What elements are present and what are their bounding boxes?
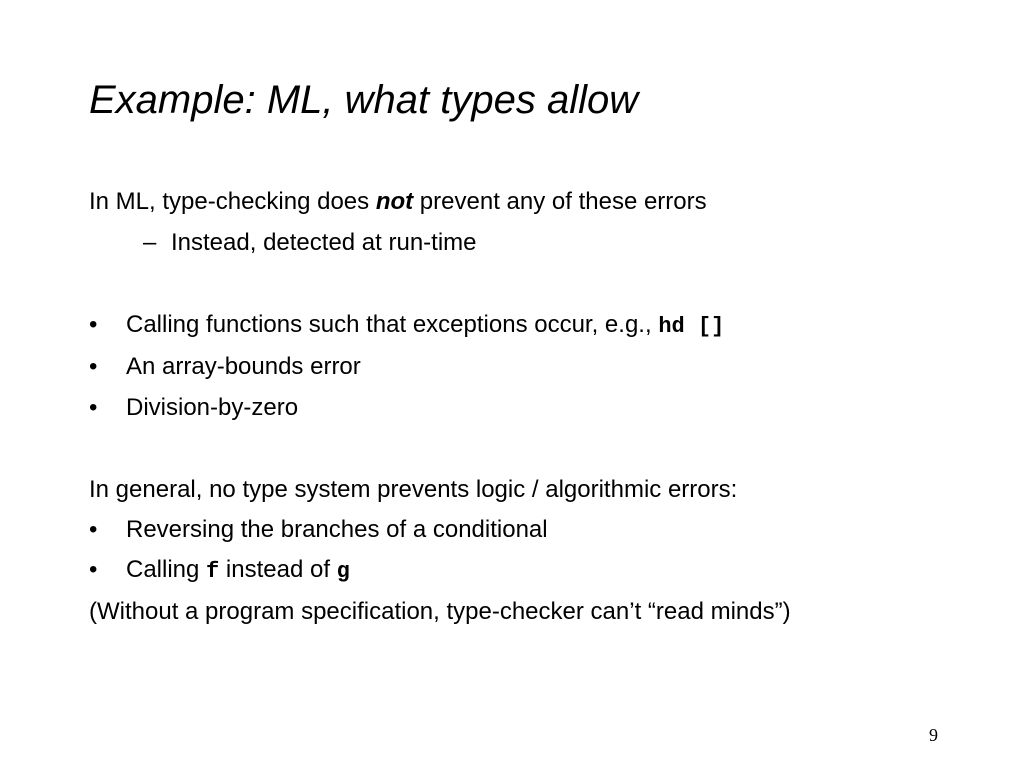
- list-item-calling-f: [126, 555, 350, 587]
- bullet-marker: •: [89, 353, 98, 380]
- bullet-marker: •: [89, 394, 98, 421]
- calling-middle: instead of: [219, 556, 337, 583]
- intro-suffix: prevent any of these errors: [413, 188, 707, 215]
- calling-prefix: Calling: [126, 556, 207, 583]
- dash-marker: –: [143, 229, 157, 256]
- code-g: g: [336, 559, 350, 584]
- list-item-division: Division-by-zero: [126, 394, 299, 421]
- code-hd: hd []: [658, 314, 725, 339]
- intro-line: [89, 187, 707, 217]
- list-item-array-bounds: An array-bounds error: [126, 353, 361, 380]
- general-heading: In general, no type system prevents logic / algorithmic errors:: [89, 476, 738, 503]
- bullet-marker: •: [89, 516, 98, 543]
- bullet-marker: •: [89, 311, 98, 338]
- page-number: 9: [929, 725, 938, 745]
- bullet-marker: •: [89, 556, 98, 583]
- closing-note: (Without a program specification, type-checker can’t “read minds”): [89, 598, 791, 625]
- list-item-reversing: Reversing the branches of a conditional: [126, 516, 548, 543]
- sub-point-text: Instead, detected at run-time: [171, 229, 477, 256]
- list-item-exceptions: [126, 310, 724, 342]
- intro-emphasis: not: [375, 188, 414, 215]
- slide-title: Example: ML, what types allow: [89, 78, 639, 122]
- code-f: f: [206, 559, 220, 584]
- list-item-exceptions-text: Calling functions such that exceptions occur, e.g.,: [126, 311, 659, 338]
- intro-prefix: In ML, type-checking does: [89, 188, 376, 215]
